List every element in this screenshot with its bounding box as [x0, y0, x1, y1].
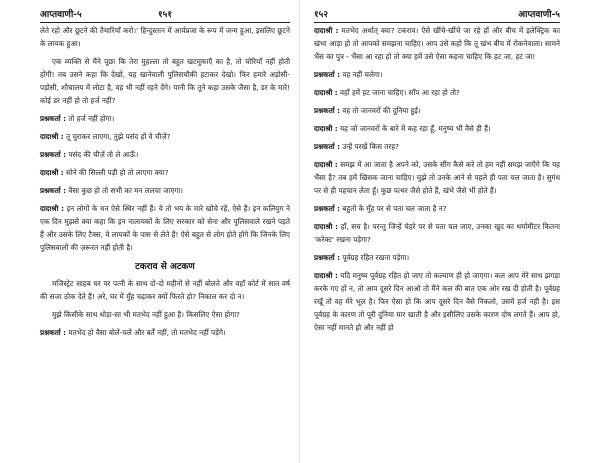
speaker-label: प्रश्नकर्ता : — [314, 204, 341, 213]
dialogue-text: सोने की सिल्ली पड़ी हो तो लाएगा क्या? — [65, 168, 169, 177]
page-number: १५१ — [157, 10, 173, 20]
body-paragraph: मजिस्ट्रेट साहब घर पर पत्नी के साथ दो-दो महीनों से नहीं बोलते और वहाँ कोर्ट में सात वर्ष की सजा ठोक देते हैं! अरे, घर में मुँह चढ़ाकर क्यों फिरते हो? निकाल कर दो न। — [40, 279, 290, 301]
speaker-label: दादाश्री : — [314, 160, 338, 169]
dialogue-paragraph — [314, 104, 560, 117]
dialogue-paragraph — [40, 112, 290, 125]
speaker-label: प्रश्नकर्ता : — [40, 150, 67, 159]
dialogue-text: मतभेद अर्थात् क्या? टकराव। ऐसे खींचे-खींचे जा रहे हों और बीच में इलेक्ट्रिक का खंभा आड़ा हो तो आपको समझना चाहिए। आप उसे कहो कि तू खंभ बीच में रोकनेवाला। सामने भैंस का पुत्र - भैंसा आ रहा हो तो क्या हमें उसे ऐसा कहना चाहिए कि हट जा, हट जा! — [314, 26, 560, 61]
dialogue-text: इन लोगों के मन ऐसे स्थिर नहीं हैं। ये तो भय के मारे खोंचे रहें, ऐसे हैं। इन कलियुग ने एक दिन मुझसे क्या कहा कि इन नालायकों के लिए सरकार को सेना और पुलिसवाले रखने पड़ते हैं और उसके लिए टैक्स, वे लायकों के पास से लेते हैं! ऐसे बहुत से लोग होते होंगे कि जिनके लिए पुलिसवालों की ज़रूरत नहीं होती है। — [40, 204, 290, 252]
speaker-label: प्रश्नकर्ता : — [40, 186, 67, 195]
speaker-label: दादाश्री : — [40, 132, 64, 141]
dialogue-text: पसंद की चीज़ें तो ले आऊँ। — [68, 150, 139, 159]
dialogue-paragraph — [40, 148, 290, 161]
dialogue-text: वह नहीं चलेगा। — [342, 70, 383, 79]
book-title: आप्तवाणी-५ — [518, 10, 560, 20]
dialogue-paragraph — [314, 158, 560, 197]
page-number: १५२ — [314, 10, 329, 20]
dialogue-text: वैसा कुछ हो तो सभी का मन ललचा जाएगा। — [68, 186, 183, 195]
body-paragraph: एक व्यक्ति से मैंने पूछा कि तेरा मुहल्ला तो बहुत खटमुकाएँ का है, तो चोरियाँ नहीं होती होंगी! तब उसने कहा कि देखो, यह खानेवाली पुलिसचौकी हटाकर देखो। फिर हमारे अड़ोसी-पड़ोसी, शौचालय में लोटा है, वह भी नहीं रहने देंगे। यानी कि तूने कहा उसके जैसा है, डर के मारे! कोई डर नहीं हो तो हर्ज नहीं? — [40, 57, 290, 105]
dialogue-text: वहाँ हमें हट जाना चाहिए। साँप आ रहा हो तो? — [339, 88, 460, 97]
dialogue-text: यह जो जानवरों के बारे में कह रहा हूँ, मनुष्य भी वैसे ही हैं। — [339, 124, 491, 133]
dialogue-paragraph — [40, 184, 290, 197]
speaker-label: दादाश्री : — [314, 26, 339, 35]
dialogue-paragraph — [40, 326, 290, 339]
running-header — [314, 6, 560, 24]
dialogue-text: समझ में आ जाता है अपने को, उसके सींग कैसे करे तो हम नहीं समझ जाएँगे कि यह भैंसा है? तब हमें खिसक जाना चाहिए। मुझे तो उनके आने से पहले ही पता चल जाता है। सुगंध पर से ही पहचान लेता हूँ। कुछ पत्थर जैसे होते हैं, खंभे जैसे भी होते हैं। — [314, 160, 560, 195]
dialogue-paragraph — [314, 220, 560, 246]
speaker-label: दादाश्री : — [314, 124, 338, 133]
dialogue-paragraph — [314, 251, 560, 264]
running-header — [40, 6, 290, 24]
dialogue-paragraph — [314, 68, 560, 81]
speaker-label: प्रश्नकर्ता : — [314, 253, 341, 262]
dialogue-text: तो हर्ज नहीं होगा। — [68, 114, 115, 123]
body-paragraph: लेते रहो और छूटने की तैयारियाँ करो।' हिन्दुस्तान में आर्यप्रजा के रूप में जन्म हुआ, इसलिए छूटने के लायक हुआ। — [40, 26, 290, 48]
page-body — [314, 24, 560, 334]
header-rule — [314, 22, 560, 23]
body-paragraph: मुझे किसीके साथ थोड़ा-सा भी मतभेद नहीं हुआ है। किसलिए ऐसा होगा? — [52, 310, 240, 319]
speaker-label: प्रश्नकर्ता : — [314, 142, 341, 151]
speaker-label: दादाश्री : — [314, 271, 338, 280]
dialogue-text: यदि मनुष्य पूर्वग्रह रहित हो जाए तो कल्याण ही हो जाएगा। कल आप मेरे साथ झगड़ा करके गए हों न, तो आप दूसरे दिन आओ तो मैंने कल की बात एक ओर रख दी होती है। पूर्वग्रह रखूँ तो वह मेरे भूल है। फिर ऐसा हो कि आप दूसरे दिन वैसे निकलो, उसमें हर्ज नहीं है। इस पूर्वग्रह के कारण तो पूरी दुनिया मार खाती है और इसीलिए उसके कारण दोष लगते हैं। आप हो, ऐसा नहीं मानते हो और नहीं हो — [314, 271, 560, 332]
dialogue-text: तू चुराकर लाएगा, तुझे पसंद हों वे चीज़ें? — [65, 132, 171, 141]
speaker-label: प्रश्नकर्ता : — [314, 106, 341, 115]
page-body — [40, 24, 290, 339]
dialogue-paragraph — [314, 122, 560, 135]
speaker-label: दादाश्री : — [40, 204, 65, 213]
header-rule — [40, 22, 290, 23]
speaker-label: प्रश्नकर्ता : — [40, 328, 67, 337]
book-title: आप्तवाणी-५ — [40, 10, 82, 20]
dialogue-text: हाँ, सच है। परन्तु जिन्हें चेहरे पर से पता चल जाए, उनका खुद का थर्मामीटर कितना 'करेक्ट' रखना पड़ेगा? — [314, 222, 560, 244]
speaker-label: दादाश्री : — [314, 222, 339, 231]
dialogue-paragraph — [40, 202, 290, 254]
dialogue-text: बहुतों के मुँह पर से पता चल जाता है न? — [342, 204, 447, 213]
right-page — [300, 0, 600, 463]
dialogue-paragraph — [314, 140, 560, 153]
dialogue-paragraph — [314, 202, 560, 215]
dialogue-paragraph — [314, 86, 560, 99]
dialogue-paragraph — [40, 130, 290, 143]
dialogue-text: वह तो जानवरों की दुनिया हुई। — [342, 106, 421, 115]
dialogue-text: पूर्वग्रह रहित रखना पड़ेगा। — [342, 253, 410, 262]
dialogue-paragraph — [314, 24, 560, 63]
speaker-label: प्रश्नकर्ता : — [40, 114, 67, 123]
dialogue-paragraph — [314, 269, 560, 334]
speaker-label: दादाश्री : — [40, 168, 64, 177]
speaker-label: प्रश्नकर्ता : — [314, 70, 341, 79]
dialogue-paragraph — [40, 166, 290, 179]
dialogue-text: मतभेद हो वैसा बोलें-चलें और बर्तें नहीं, तो मतभेद नहीं पड़ेंगे। — [68, 328, 226, 337]
section-heading: टकराव से अटकण — [135, 262, 195, 272]
speaker-label: दादाश्री : — [314, 88, 338, 97]
dialogue-text: उन्हें परखें किस तरह? — [342, 142, 399, 151]
